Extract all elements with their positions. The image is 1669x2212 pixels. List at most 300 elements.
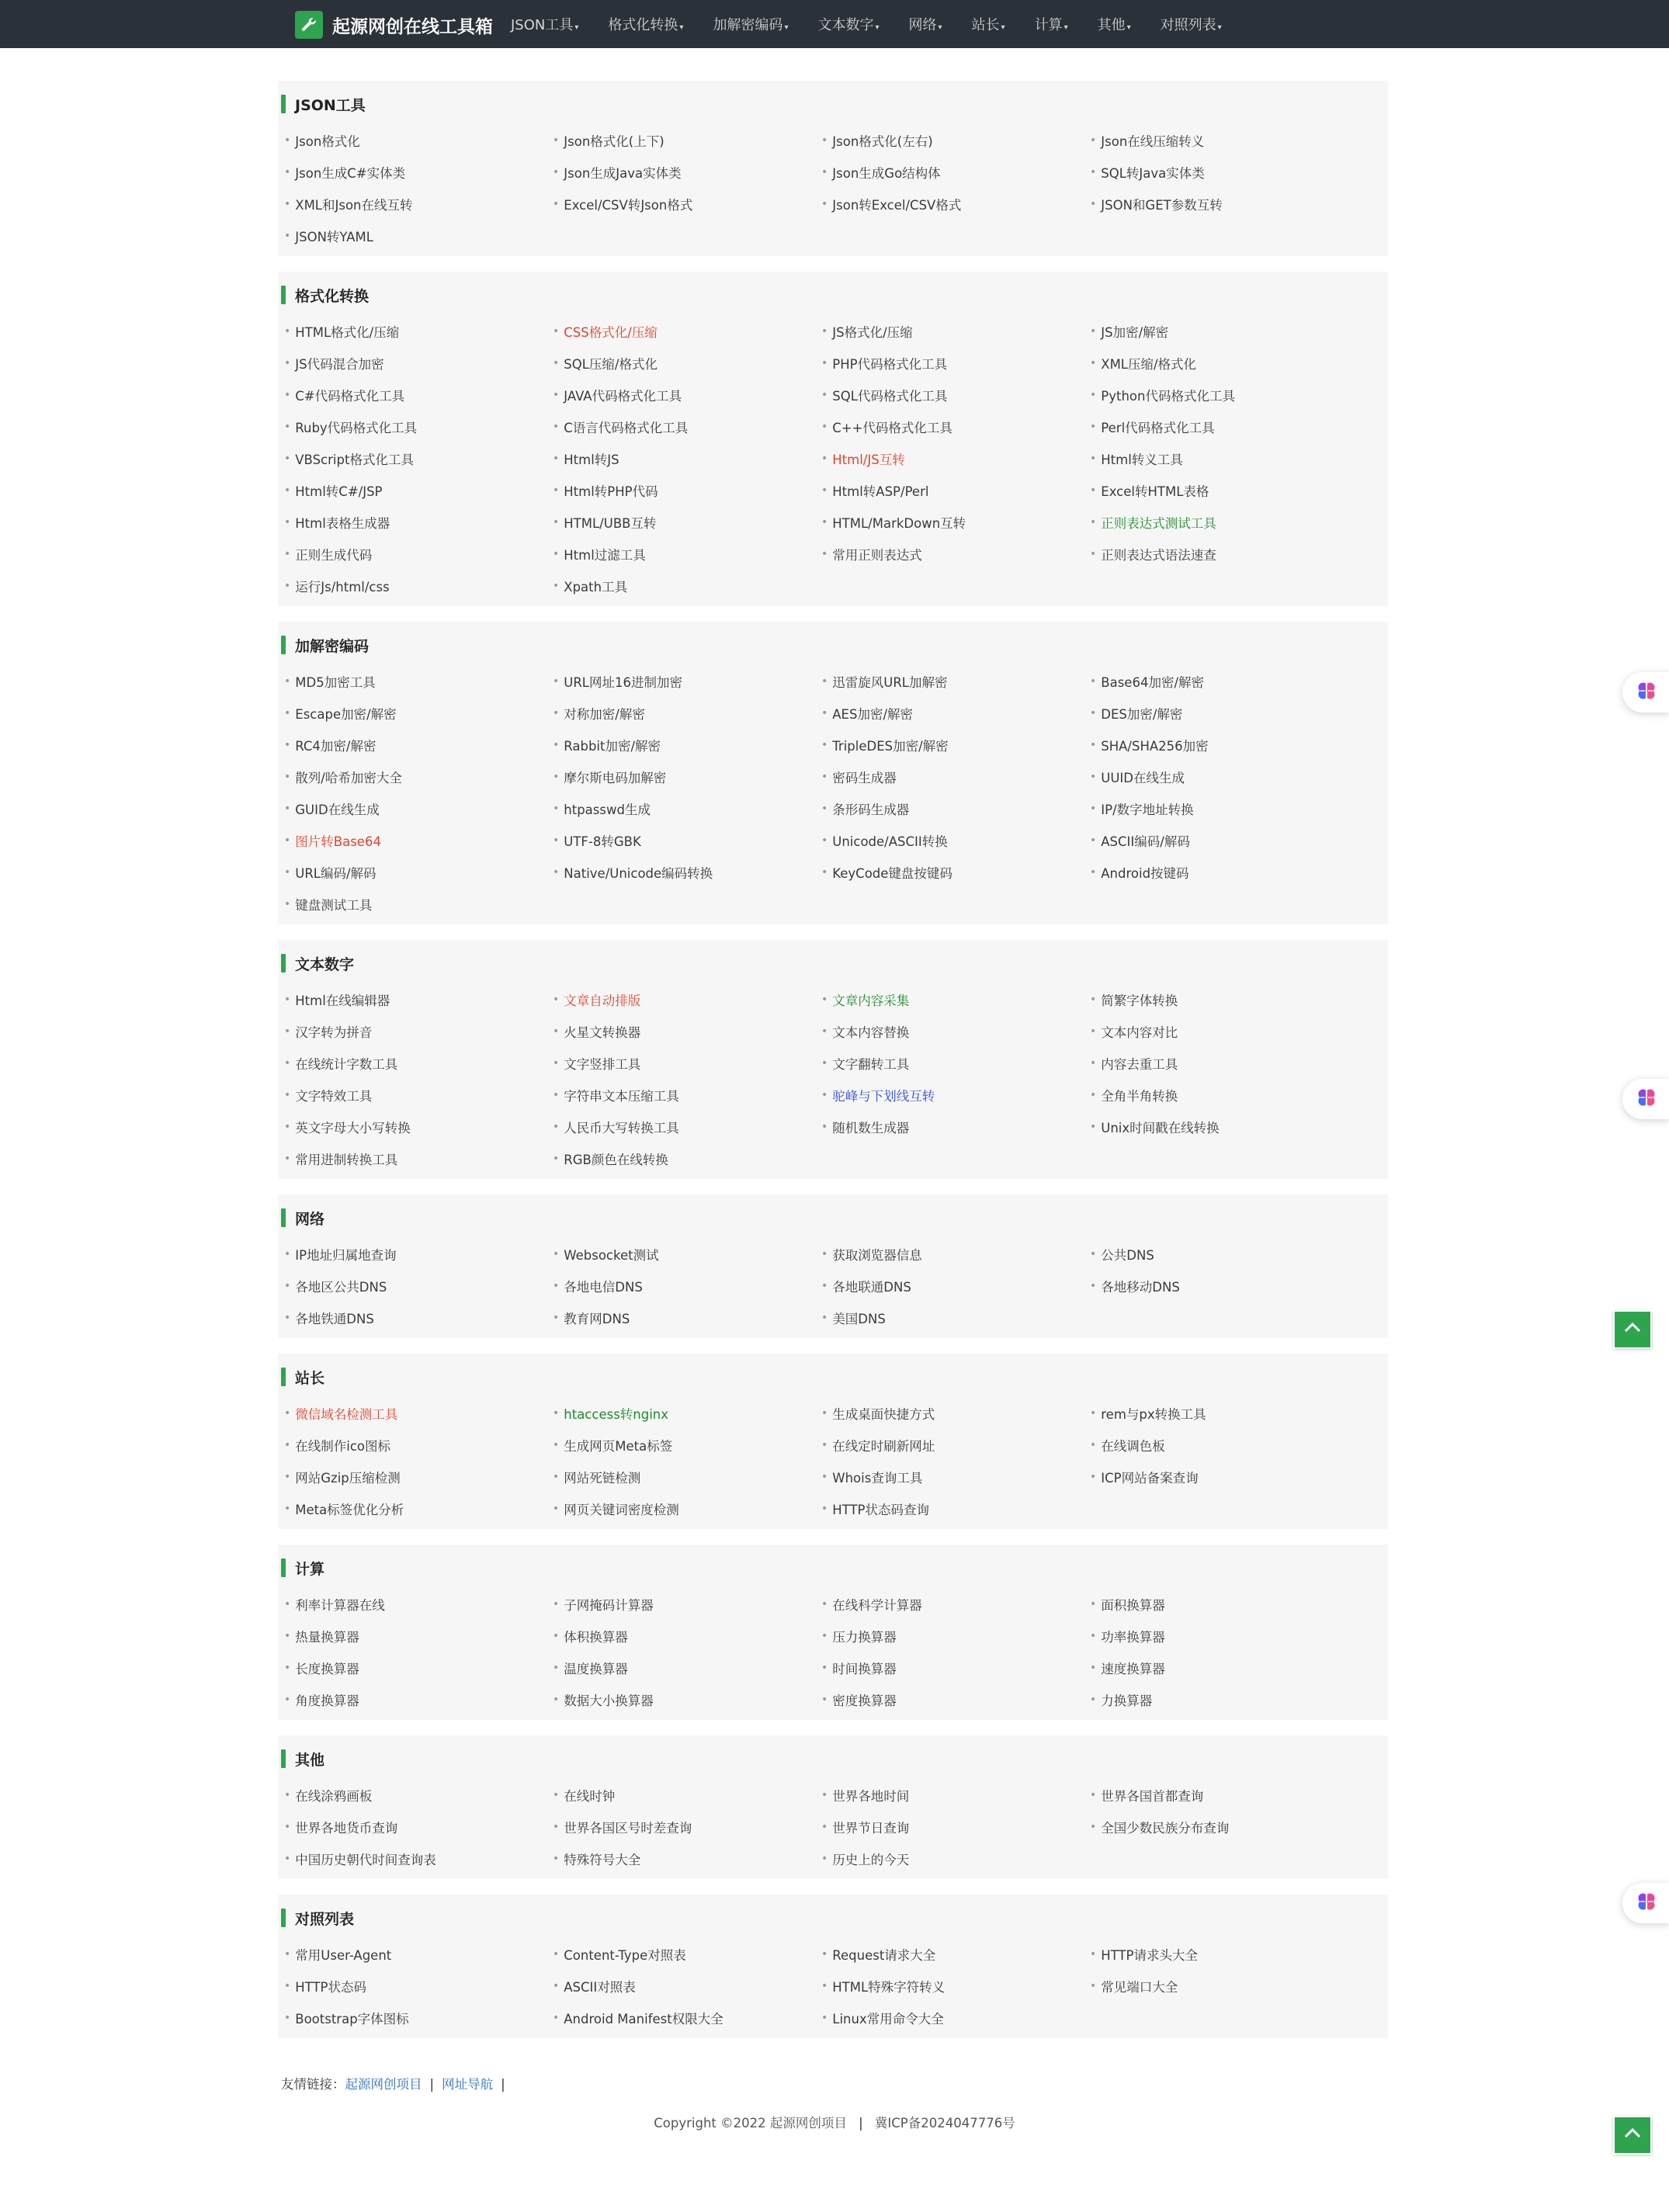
- tool-link[interactable]: [553, 411, 821, 442]
- bullet-icon: •: [284, 1088, 291, 1101]
- tool-link-label: HTML特殊字符转义: [832, 1979, 946, 1995]
- bullet-icon: •: [1090, 1470, 1097, 1483]
- tool-link[interactable]: [1090, 506, 1358, 538]
- tool-link[interactable]: [553, 156, 821, 188]
- bullet-icon: •: [553, 1120, 560, 1133]
- tool-link[interactable]: [284, 1779, 553, 1811]
- tool-link[interactable]: [1090, 188, 1358, 220]
- section-title: 对照列表: [295, 1910, 355, 1928]
- tool-link[interactable]: [821, 1779, 1090, 1811]
- tool-link[interactable]: [284, 570, 553, 602]
- bullet-icon: •: [821, 674, 828, 688]
- bullet-icon: •: [284, 1947, 291, 1961]
- bullet-icon: •: [284, 1852, 291, 1865]
- tool-link[interactable]: [553, 570, 821, 602]
- nav-item[interactable]: [909, 14, 942, 34]
- bullet-icon: •: [1090, 1947, 1097, 1961]
- tool-link[interactable]: [284, 1270, 553, 1302]
- tool-link[interactable]: [553, 1843, 821, 1874]
- tool-link[interactable]: [284, 1142, 553, 1174]
- tool-link[interactable]: [284, 1683, 553, 1715]
- tool-link[interactable]: [553, 474, 821, 506]
- tool-link[interactable]: [1090, 538, 1358, 570]
- tool-link[interactable]: [553, 2002, 821, 2033]
- tool-link[interactable]: [553, 697, 821, 729]
- tool-link[interactable]: [1090, 124, 1358, 156]
- nav-item[interactable]: [1098, 14, 1131, 34]
- tool-link[interactable]: [821, 1302, 1090, 1333]
- tool-link-label: 在线定时刷新网址: [832, 1438, 935, 1454]
- tool-link[interactable]: [284, 1652, 553, 1683]
- bullet-icon: •: [284, 834, 291, 847]
- tool-link[interactable]: [1090, 442, 1358, 474]
- tool-link[interactable]: [553, 506, 821, 538]
- tool-link-label: RGB颜色在线转换: [564, 1152, 668, 1167]
- tool-link[interactable]: [553, 1397, 821, 1429]
- footer-icp[interactable]: 冀ICP备2024047776号: [874, 2116, 1015, 2131]
- tool-link[interactable]: [553, 1970, 821, 2002]
- tool-link[interactable]: [1090, 761, 1358, 792]
- tool-link[interactable]: [284, 761, 553, 792]
- tool-link[interactable]: [553, 1779, 821, 1811]
- tool-link[interactable]: [821, 315, 1090, 347]
- tool-link[interactable]: [1090, 1111, 1358, 1142]
- nav-item[interactable]: [817, 14, 879, 34]
- tool-link[interactable]: [284, 1620, 553, 1652]
- tool-grid: [278, 1397, 1388, 1524]
- back-to-top-button[interactable]: [1613, 1310, 1652, 1349]
- nav-item[interactable]: [1161, 14, 1222, 34]
- bullet-icon: •: [1090, 388, 1097, 401]
- tool-link-label: 常用进制转换工具: [295, 1152, 398, 1167]
- tool-link[interactable]: [1090, 347, 1358, 379]
- tool-link[interactable]: [284, 888, 553, 920]
- tool-link[interactable]: [821, 729, 1090, 761]
- tool-link-label: 人民币大写转换工具: [564, 1120, 679, 1135]
- tool-link[interactable]: [553, 1015, 821, 1047]
- bullet-icon: •: [284, 1406, 291, 1420]
- tool-link[interactable]: [553, 1461, 821, 1493]
- tool-link[interactable]: [284, 474, 553, 506]
- tool-link[interactable]: [821, 1811, 1090, 1843]
- tool-link[interactable]: [1090, 1652, 1358, 1683]
- tool-link[interactable]: [284, 538, 553, 570]
- bullet-icon: •: [1090, 547, 1097, 560]
- bullet-icon: •: [1090, 834, 1097, 847]
- tool-link[interactable]: [1090, 411, 1358, 442]
- tool-link[interactable]: [284, 1079, 553, 1111]
- tool-link[interactable]: [284, 379, 553, 411]
- chevron-down-icon: ▾: [1126, 23, 1131, 32]
- tool-link[interactable]: [284, 1015, 553, 1047]
- tool-link[interactable]: [821, 983, 1090, 1015]
- tool-link[interactable]: [553, 379, 821, 411]
- tool-link[interactable]: [553, 761, 821, 792]
- tool-link-label: Content-Type对照表: [564, 1947, 686, 1963]
- bullet-icon: •: [284, 1820, 291, 1833]
- tool-link-label: UUID在线生成: [1101, 770, 1185, 785]
- tool-link[interactable]: [821, 2002, 1090, 2033]
- tool-link[interactable]: [284, 1843, 553, 1874]
- chevron-down-icon: ▾: [1064, 23, 1068, 32]
- tool-grid: [278, 983, 1388, 1174]
- bullet-icon: •: [553, 452, 560, 465]
- tool-link[interactable]: [1090, 1970, 1358, 2002]
- section-title: 站长: [295, 1369, 325, 1387]
- nav-item[interactable]: [608, 14, 683, 34]
- tool-link[interactable]: [284, 220, 553, 251]
- tool-link[interactable]: [1090, 1620, 1358, 1652]
- tool-link-label: 温度换算器: [564, 1661, 628, 1676]
- bullet-icon: •: [284, 133, 291, 147]
- tool-link[interactable]: [284, 1970, 553, 2002]
- tool-link[interactable]: [1090, 1938, 1358, 1970]
- tool-link[interactable]: [821, 411, 1090, 442]
- tool-link[interactable]: [821, 1461, 1090, 1493]
- tool-link[interactable]: [1090, 1811, 1358, 1843]
- tool-link-label: 迅雷旋风URL加解密: [832, 674, 948, 690]
- tool-link[interactable]: [553, 792, 821, 824]
- bullet-icon: •: [821, 1120, 828, 1133]
- bullet-icon: •: [284, 388, 291, 401]
- bullet-icon: •: [821, 1311, 828, 1324]
- tool-link[interactable]: [553, 347, 821, 379]
- brain-icon: [1635, 1890, 1658, 1916]
- bullet-icon: •: [821, 1470, 828, 1483]
- tool-link-label: 摩尔斯电码加解密: [564, 770, 667, 785]
- tool-link[interactable]: [821, 1270, 1090, 1302]
- tool-link[interactable]: [1090, 1683, 1358, 1715]
- bullet-icon: •: [1090, 1438, 1097, 1451]
- bullet-icon: •: [1090, 452, 1097, 465]
- tool-link[interactable]: [284, 315, 553, 347]
- tool-link[interactable]: [821, 665, 1090, 697]
- nav-item[interactable]: [972, 14, 1005, 34]
- tool-sections: [278, 81, 1388, 2054]
- tool-link-label: Excel转HTML表格: [1101, 484, 1209, 499]
- bullet-icon: •: [553, 165, 560, 179]
- tool-link-label: Json生成Go结构体: [832, 165, 941, 181]
- tool-link[interactable]: [553, 665, 821, 697]
- tool-link[interactable]: [1090, 792, 1358, 824]
- section-title: 文本数字: [295, 955, 355, 973]
- bullet-icon: •: [553, 197, 560, 210]
- tool-link[interactable]: [821, 792, 1090, 824]
- tool-link-label: Json转Excel/CSV格式: [832, 197, 962, 213]
- tool-link-label: Json在线压缩转义: [1101, 133, 1205, 149]
- section-accent-bar: [281, 636, 286, 654]
- tool-link[interactable]: [284, 156, 553, 188]
- tool-link-label: 利率计算器在线: [295, 1597, 385, 1613]
- tool-link[interactable]: [821, 538, 1090, 570]
- tool-link[interactable]: [821, 1111, 1090, 1142]
- tool-link[interactable]: [821, 1843, 1090, 1874]
- tool-link[interactable]: [553, 1142, 821, 1174]
- tool-link[interactable]: [553, 188, 821, 220]
- tool-link-label: Rabbit加密/解密: [564, 738, 661, 754]
- tool-link-label: XML压缩/格式化: [1101, 356, 1197, 372]
- tool-link[interactable]: [284, 1493, 553, 1524]
- bullet-icon: •: [553, 515, 560, 529]
- tool-link[interactable]: [1090, 1015, 1358, 1047]
- tool-link[interactable]: [284, 2002, 553, 2033]
- tool-link[interactable]: [1090, 856, 1358, 888]
- section-accent-bar: [281, 1368, 286, 1386]
- tool-link[interactable]: [821, 1938, 1090, 1970]
- tool-link[interactable]: [553, 1270, 821, 1302]
- tool-link-label: Bootstrap字体图标: [295, 2011, 409, 2027]
- bullet-icon: •: [821, 1820, 828, 1833]
- tool-grid: [278, 1588, 1388, 1715]
- tool-link[interactable]: [821, 1620, 1090, 1652]
- bullet-icon: •: [284, 420, 291, 433]
- tool-link[interactable]: [821, 156, 1090, 188]
- tool-link[interactable]: [284, 347, 553, 379]
- friend-links-label: 友情链接：: [281, 2077, 345, 2092]
- bullet-icon: •: [553, 1088, 560, 1101]
- tool-link[interactable]: [1090, 697, 1358, 729]
- section-header: [278, 1749, 1388, 1768]
- tool-link[interactable]: [821, 188, 1090, 220]
- section-header: [278, 1909, 1388, 1927]
- tool-section: [278, 1354, 1388, 1529]
- tool-link[interactable]: [821, 1588, 1090, 1620]
- tool-link[interactable]: [1090, 983, 1358, 1015]
- bullet-icon: •: [284, 1247, 291, 1260]
- nav-item-label: 其他: [1097, 17, 1126, 33]
- tool-link[interactable]: [821, 1970, 1090, 2002]
- tool-link[interactable]: [1090, 824, 1358, 856]
- tool-link[interactable]: [553, 442, 821, 474]
- tool-link-label: TripleDES加密/解密: [832, 738, 949, 754]
- tool-link[interactable]: [1090, 1397, 1358, 1429]
- tool-section: [278, 1735, 1388, 1879]
- tool-link-label: Html转C#/JSP: [295, 484, 383, 499]
- back-to-top-button[interactable]: [1613, 2116, 1652, 2155]
- tool-link-label: KeyCode键盘按键码: [832, 865, 952, 881]
- tool-link[interactable]: [553, 1683, 821, 1715]
- tool-link[interactable]: [1090, 379, 1358, 411]
- tool-link[interactable]: [1090, 1779, 1358, 1811]
- tool-link[interactable]: [1090, 1238, 1358, 1270]
- bullet-icon: •: [1090, 1056, 1097, 1070]
- tool-link[interactable]: [284, 824, 553, 856]
- bullet-icon: •: [284, 229, 291, 242]
- tool-link[interactable]: [821, 1493, 1090, 1524]
- section-accent-bar: [281, 1909, 286, 1927]
- tool-link[interactable]: [284, 983, 553, 1015]
- tool-link[interactable]: [553, 1079, 821, 1111]
- tool-link[interactable]: [821, 474, 1090, 506]
- chevron-down-icon: ▾: [1001, 23, 1005, 32]
- tool-link[interactable]: [553, 1429, 821, 1461]
- tool-link[interactable]: [553, 1938, 821, 1970]
- bullet-icon: •: [284, 515, 291, 529]
- tool-link[interactable]: [1090, 1079, 1358, 1111]
- bullet-icon: •: [553, 738, 560, 751]
- tool-link-label: JAVA代码格式化工具: [564, 388, 682, 404]
- tool-section: [278, 940, 1388, 1179]
- tool-link[interactable]: [284, 124, 553, 156]
- tool-link[interactable]: [1090, 1461, 1358, 1493]
- tool-link-label: HTML格式化/压缩: [295, 324, 400, 340]
- tool-link[interactable]: [553, 538, 821, 570]
- bullet-icon: •: [284, 2011, 291, 2024]
- bullet-icon: •: [553, 802, 560, 815]
- tool-link[interactable]: [821, 1683, 1090, 1715]
- tool-link[interactable]: [821, 442, 1090, 474]
- tool-link[interactable]: [284, 1588, 553, 1620]
- bullet-icon: •: [1090, 1820, 1097, 1833]
- ai-assistant-button[interactable]: [1622, 1883, 1669, 1923]
- tool-link[interactable]: [553, 824, 821, 856]
- tool-link[interactable]: [821, 1047, 1090, 1079]
- tool-link[interactable]: [553, 1652, 821, 1683]
- tool-link[interactable]: [1090, 1270, 1358, 1302]
- bullet-icon: •: [1090, 1979, 1097, 1992]
- brand[interactable]: [295, 11, 493, 39]
- tool-link[interactable]: [284, 665, 553, 697]
- section-header: [278, 954, 1388, 973]
- tool-link[interactable]: [284, 1429, 553, 1461]
- nav-item-label: 计算: [1034, 17, 1063, 33]
- tool-link[interactable]: [821, 379, 1090, 411]
- tool-link-label: SQL转Java实体类: [1101, 165, 1205, 181]
- tool-link[interactable]: [821, 697, 1090, 729]
- bullet-icon: •: [821, 1597, 828, 1610]
- tool-link[interactable]: [1090, 1047, 1358, 1079]
- tool-link-label: rem与px转换工具: [1101, 1406, 1206, 1422]
- nav-item[interactable]: [713, 14, 788, 34]
- tool-link-label: Html转义工具: [1101, 452, 1183, 467]
- tool-link[interactable]: [284, 1238, 553, 1270]
- tool-link-label: URL编码/解码: [295, 865, 376, 881]
- bullet-icon: •: [1090, 1120, 1097, 1133]
- bullet-icon: •: [821, 2011, 828, 2024]
- tool-link[interactable]: [821, 824, 1090, 856]
- tool-link[interactable]: [553, 315, 821, 347]
- tool-link[interactable]: [821, 1652, 1090, 1683]
- tool-link[interactable]: [821, 1238, 1090, 1270]
- tool-link[interactable]: [821, 856, 1090, 888]
- tool-link-label: JS格式化/压缩: [832, 324, 913, 340]
- nav-item[interactable]: [511, 14, 578, 34]
- tool-link[interactable]: [1090, 665, 1358, 697]
- tool-link[interactable]: [553, 1302, 821, 1333]
- tool-link[interactable]: [284, 1938, 553, 1970]
- bullet-icon: •: [284, 865, 291, 879]
- tool-link[interactable]: [1090, 315, 1358, 347]
- bullet-icon: •: [284, 1693, 291, 1706]
- tool-link[interactable]: [821, 124, 1090, 156]
- tool-link[interactable]: [284, 1111, 553, 1142]
- tool-link[interactable]: [1090, 1588, 1358, 1620]
- tool-link[interactable]: [553, 1047, 821, 1079]
- tool-link[interactable]: [553, 983, 821, 1015]
- tool-link-label: Html转ASP/Perl: [832, 484, 929, 499]
- tool-link[interactable]: [821, 347, 1090, 379]
- tool-link-label: 密码生成器: [832, 770, 897, 785]
- tool-link[interactable]: [284, 442, 553, 474]
- tool-link-label: ASCII编码/解码: [1101, 834, 1190, 849]
- tool-link[interactable]: [284, 506, 553, 538]
- tool-link[interactable]: [284, 1397, 553, 1429]
- tool-link-label: 正则表达式测试工具: [1101, 515, 1216, 531]
- tool-link[interactable]: [284, 411, 553, 442]
- tool-link[interactable]: [553, 729, 821, 761]
- tool-link[interactable]: [553, 124, 821, 156]
- bullet-icon: •: [1090, 1406, 1097, 1420]
- tool-link[interactable]: [553, 1111, 821, 1142]
- tool-link-label: 特殊符号大全: [564, 1852, 641, 1867]
- friend-link[interactable]: 网址导航: [442, 2077, 494, 2092]
- tool-link[interactable]: [821, 761, 1090, 792]
- tool-link[interactable]: [1090, 729, 1358, 761]
- bullet-icon: •: [821, 1247, 828, 1260]
- bullet-icon: •: [821, 452, 828, 465]
- tool-link[interactable]: [1090, 474, 1358, 506]
- tool-link[interactable]: [821, 506, 1090, 538]
- ai-assistant-button[interactable]: [1622, 1079, 1669, 1119]
- tool-link[interactable]: [284, 729, 553, 761]
- tool-link-label: Html在线编辑器: [295, 993, 390, 1008]
- tool-link[interactable]: [821, 1429, 1090, 1461]
- tool-link[interactable]: [284, 856, 553, 888]
- tool-link[interactable]: [1090, 1429, 1358, 1461]
- bullet-icon: •: [821, 1693, 828, 1706]
- tool-link[interactable]: [821, 1015, 1090, 1047]
- tool-link-label: 在线涂鸦画板: [295, 1788, 373, 1804]
- bullet-icon: •: [1090, 515, 1097, 529]
- friend-link[interactable]: 起源网创项目: [345, 2077, 422, 2092]
- tool-link[interactable]: [284, 792, 553, 824]
- tool-link[interactable]: [821, 1079, 1090, 1111]
- ai-assistant-button[interactable]: [1622, 672, 1669, 712]
- section-title: 格式化转换: [295, 287, 370, 305]
- nav-item-label: 网络: [908, 17, 937, 33]
- tool-link[interactable]: [553, 1811, 821, 1843]
- tool-link[interactable]: [553, 1493, 821, 1524]
- tool-section: [278, 1545, 1388, 1720]
- nav-item[interactable]: [1035, 14, 1068, 34]
- bullet-icon: •: [821, 1025, 828, 1038]
- bullet-icon: •: [553, 1788, 560, 1801]
- bullet-icon: •: [553, 1629, 560, 1642]
- tool-link[interactable]: [553, 1620, 821, 1652]
- tool-section: [278, 1194, 1388, 1338]
- tool-link-label: Android按键码: [1101, 865, 1189, 881]
- tool-link[interactable]: [284, 1047, 553, 1079]
- tool-link-label: Python代码格式化工具: [1101, 388, 1235, 404]
- tool-link[interactable]: [284, 1811, 553, 1843]
- tool-link-label: MD5加密工具: [295, 674, 376, 690]
- tool-link[interactable]: [1090, 156, 1358, 188]
- tool-link[interactable]: [284, 1302, 553, 1333]
- tool-link[interactable]: [284, 188, 553, 220]
- tool-link[interactable]: [553, 1588, 821, 1620]
- tool-link[interactable]: [284, 697, 553, 729]
- tool-link[interactable]: [284, 1461, 553, 1493]
- section-title: JSON工具: [295, 96, 366, 114]
- tool-link[interactable]: [553, 856, 821, 888]
- tool-link-label: JSON和GET参数互转: [1101, 197, 1223, 213]
- nav-item-label: 格式化转换: [608, 17, 678, 33]
- tool-link-label: 各地移动DNS: [1101, 1279, 1180, 1295]
- bullet-icon: •: [553, 1852, 560, 1865]
- tool-link-label: Json格式化(上下): [564, 133, 664, 149]
- tool-link[interactable]: [821, 1397, 1090, 1429]
- tool-link[interactable]: [553, 1238, 821, 1270]
